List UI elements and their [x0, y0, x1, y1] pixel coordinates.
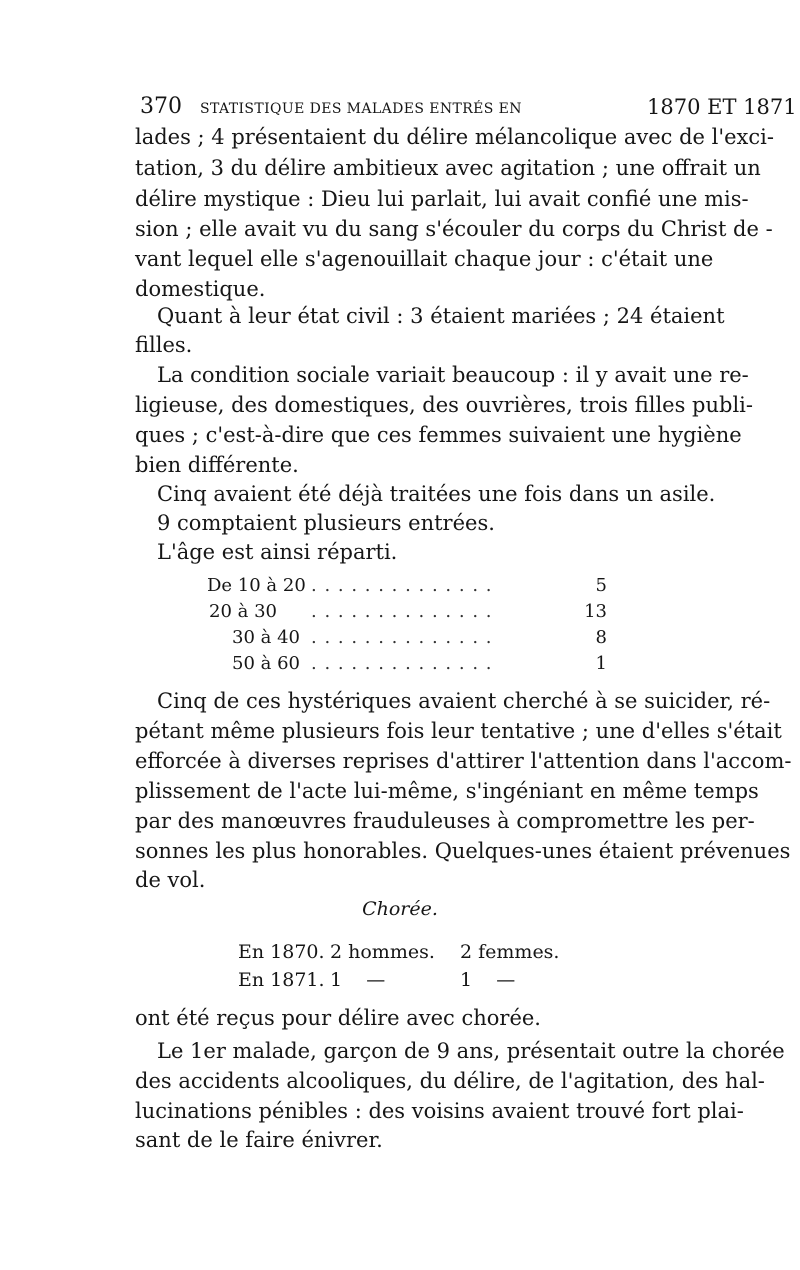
age-table-row [207, 651, 607, 677]
text-line: La condition sociale variait beaucoup : il y avait une re- [157, 363, 749, 387]
running-title: STATISTIQUE DES MALADES ENTRÉS EN [200, 101, 522, 117]
chorea-year: En 1871. [238, 969, 325, 991]
section-heading: Chorée. [362, 898, 438, 920]
dot-leader: . . . . . . . . . . . . . . [311, 627, 493, 648]
text-line: sion ; elle avait vu du sang s'écouler du corps du Christ de - [135, 217, 773, 241]
text-line: ligieuse, des domestiques, des ouvrières, trois filles publi- [135, 393, 753, 417]
chorea-year: En 1870. [238, 941, 325, 963]
text-line: Cinq avaient été déjà traitées une fois dans un asile. [157, 482, 716, 506]
page-header [140, 92, 797, 122]
text-line: pétant même plusieurs fois leur tentative ; une d'elles s'était [135, 719, 782, 743]
age-range: 30 à 40 [232, 627, 300, 648]
age-count: 13 [584, 601, 607, 622]
text-line: bien différente. [135, 453, 299, 477]
text-line: ont été reçus pour délire avec chorée. [135, 1006, 541, 1030]
dot-leader: . . . . . . . . . . . . . . [311, 601, 493, 622]
text-line: 9 comptaient plusieurs entrées. [157, 511, 495, 535]
text-line: Quant à leur état civil : 3 étaient mariées ; 24 étaient [157, 304, 725, 328]
text-line: Cinq de ces hystériques avaient cherché à se suicider, ré- [157, 689, 771, 713]
running-title-years: 1870 ET 1871 [647, 95, 797, 119]
text-line: efforcée à diverses reprises d'attirer l'attention dans l'accom- [135, 749, 792, 773]
text-line: vant lequel elle s'agenouillait chaque jour : c'était une [135, 247, 714, 271]
text-line: L'âge est ainsi réparti. [157, 540, 398, 564]
text-line: Le 1er malade, garçon de 9 ans, présentait outre la chorée [157, 1039, 785, 1063]
chorea-table-row [238, 938, 598, 966]
page-number: 370 [140, 94, 182, 119]
text-line: filles. [135, 333, 193, 357]
text-line: des accidents alcooliques, du délire, de l'agitation, des hal- [135, 1069, 765, 1093]
text-line: domestique. [135, 277, 266, 301]
text-line: lucinations pénibles : des voisins avaient trouvé fort plai- [135, 1099, 744, 1123]
text-line: ques ; c'est-à-dire que ces femmes suivaient une hygiène [135, 423, 742, 447]
text-line: de vol. [135, 868, 206, 892]
text-line: tation, 3 du délire ambitieux avec agitation ; une offrait un [135, 156, 761, 180]
chorea-women: 1 — [460, 969, 516, 991]
text-line: délire mystique : Dieu lui parlait, lui avait confié une mis- [135, 187, 749, 211]
chorea-table-row [238, 966, 598, 994]
age-table-row [207, 573, 607, 599]
text-line: sonnes les plus honorables. Quelques-unes étaient prévenues [135, 839, 791, 863]
age-count: 5 [595, 575, 607, 596]
text-line: lades ; 4 présentaient du délire mélancolique avec de l'exci- [135, 125, 774, 149]
age-range: De 10 à 20 [207, 575, 306, 596]
dot-leader: . . . . . . . . . . . . . . [311, 653, 493, 674]
age-range: 20 à 30 [209, 601, 277, 622]
age-table-row [207, 599, 607, 625]
text-line: plissement de l'acte lui-même, s'ingéniant en même temps [135, 779, 759, 803]
text-line: sant de le faire énivrer. [135, 1128, 383, 1152]
dot-leader: . . . . . . . . . . . . . . [311, 575, 493, 596]
chorea-men: 2 hommes. [330, 941, 435, 963]
age-count: 1 [595, 653, 607, 674]
chorea-women: 2 femmes. [460, 941, 560, 963]
age-count: 8 [595, 627, 607, 648]
age-table-row [207, 625, 607, 651]
text-line: par des manœuvres frauduleuses à compromettre les per- [135, 809, 755, 833]
chorea-men: 1 — [330, 969, 386, 991]
age-range: 50 à 60 [232, 653, 300, 674]
